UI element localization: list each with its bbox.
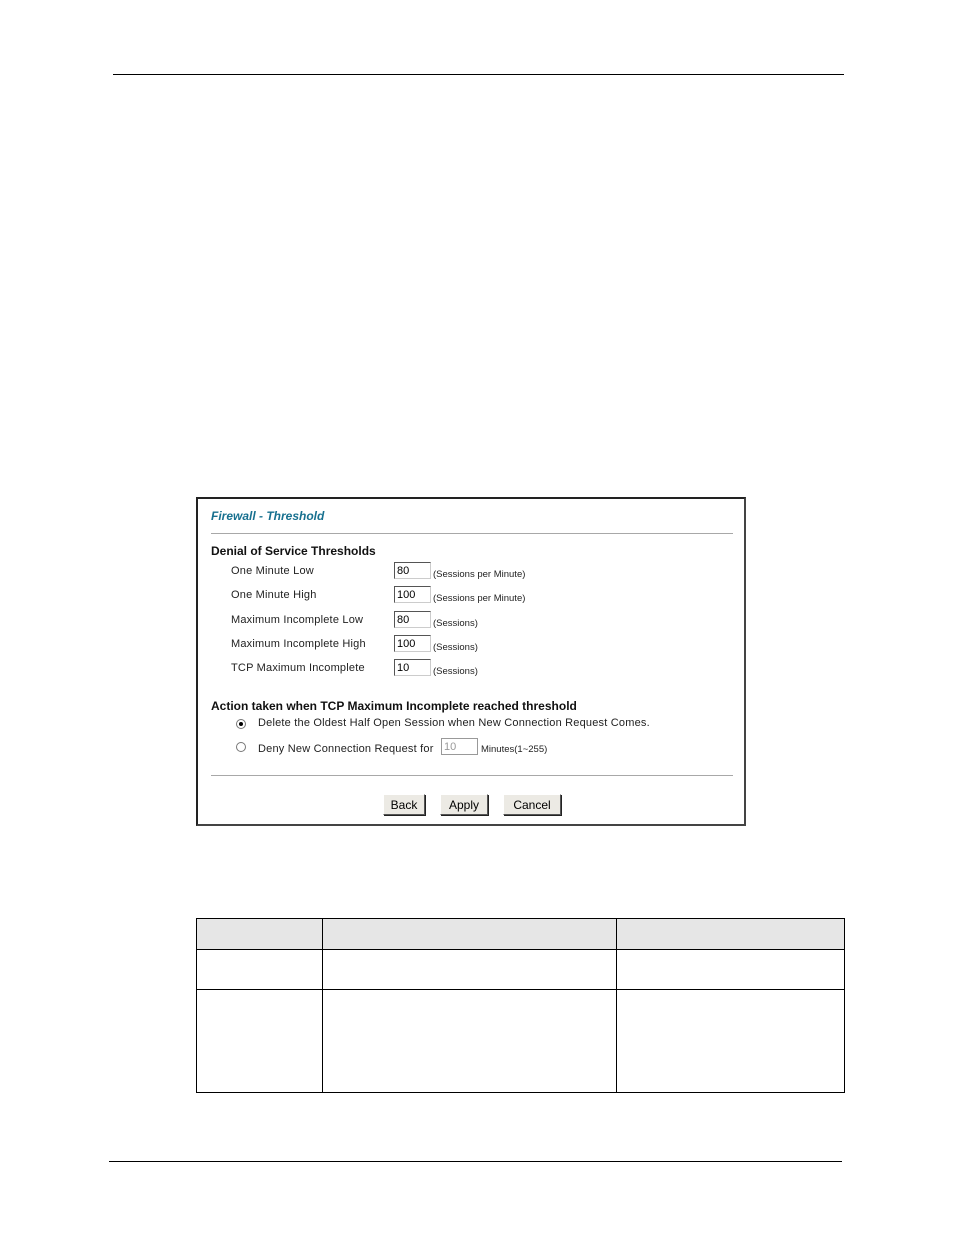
delete-oldest-session-label: Delete the Oldest Half Open Session when New Connection Request Comes. [258,717,650,729]
tcp-maximum-incomplete-unit: (Sessions) [433,666,478,677]
table-cell [323,950,617,990]
table-row [197,950,845,990]
deny-minutes-input[interactable] [441,738,478,755]
maximum-incomplete-high-input[interactable] [394,635,431,652]
one-minute-low-unit: (Sessions per Minute) [433,569,526,580]
apply-button[interactable]: Apply [440,794,488,815]
deny-new-connection-radio[interactable] [236,742,246,752]
dos-thresholds-heading: Denial of Service Thresholds [211,544,376,558]
header-rule [113,74,844,75]
table-header-cell [197,919,323,950]
buttons-divider [211,775,733,777]
firewall-threshold-panel [196,497,746,826]
action-threshold-heading: Action taken when TCP Maximum Incomplete reached threshold [211,699,577,713]
table-cell [197,990,323,1093]
one-minute-low-label: One Minute Low [231,565,314,577]
panel-title: Firewall - Threshold [211,509,325,523]
back-button[interactable]: Back [383,794,425,815]
maximum-incomplete-high-unit: (Sessions) [433,642,478,653]
one-minute-high-label: One Minute High [231,589,317,601]
table-cell [617,950,845,990]
tcp-maximum-incomplete-label: TCP Maximum Incomplete [231,662,365,674]
table-row [197,990,845,1093]
table-cell [197,950,323,990]
table-cell [617,990,845,1093]
delete-oldest-session-radio[interactable] [236,719,246,729]
maximum-incomplete-low-unit: (Sessions) [433,618,478,629]
deny-new-connection-label: Deny New Connection Request for [258,743,434,755]
table-header-cell [323,919,617,950]
one-minute-low-input[interactable] [394,562,431,579]
one-minute-high-unit: (Sessions per Minute) [433,593,526,604]
description-table [196,918,845,1093]
maximum-incomplete-high-label: Maximum Incomplete High [231,638,366,650]
maximum-incomplete-low-input[interactable] [394,611,431,628]
table-cell [323,990,617,1093]
cancel-button[interactable]: Cancel [503,794,561,815]
deny-minutes-unit: Minutes(1~255) [481,744,548,755]
tcp-maximum-incomplete-input[interactable] [394,659,431,676]
table-header-cell [617,919,845,950]
table-header-row [197,919,845,950]
footer-rule [109,1161,842,1162]
maximum-incomplete-low-label: Maximum Incomplete Low [231,614,364,626]
one-minute-high-input[interactable] [394,586,431,603]
title-divider [211,533,733,535]
